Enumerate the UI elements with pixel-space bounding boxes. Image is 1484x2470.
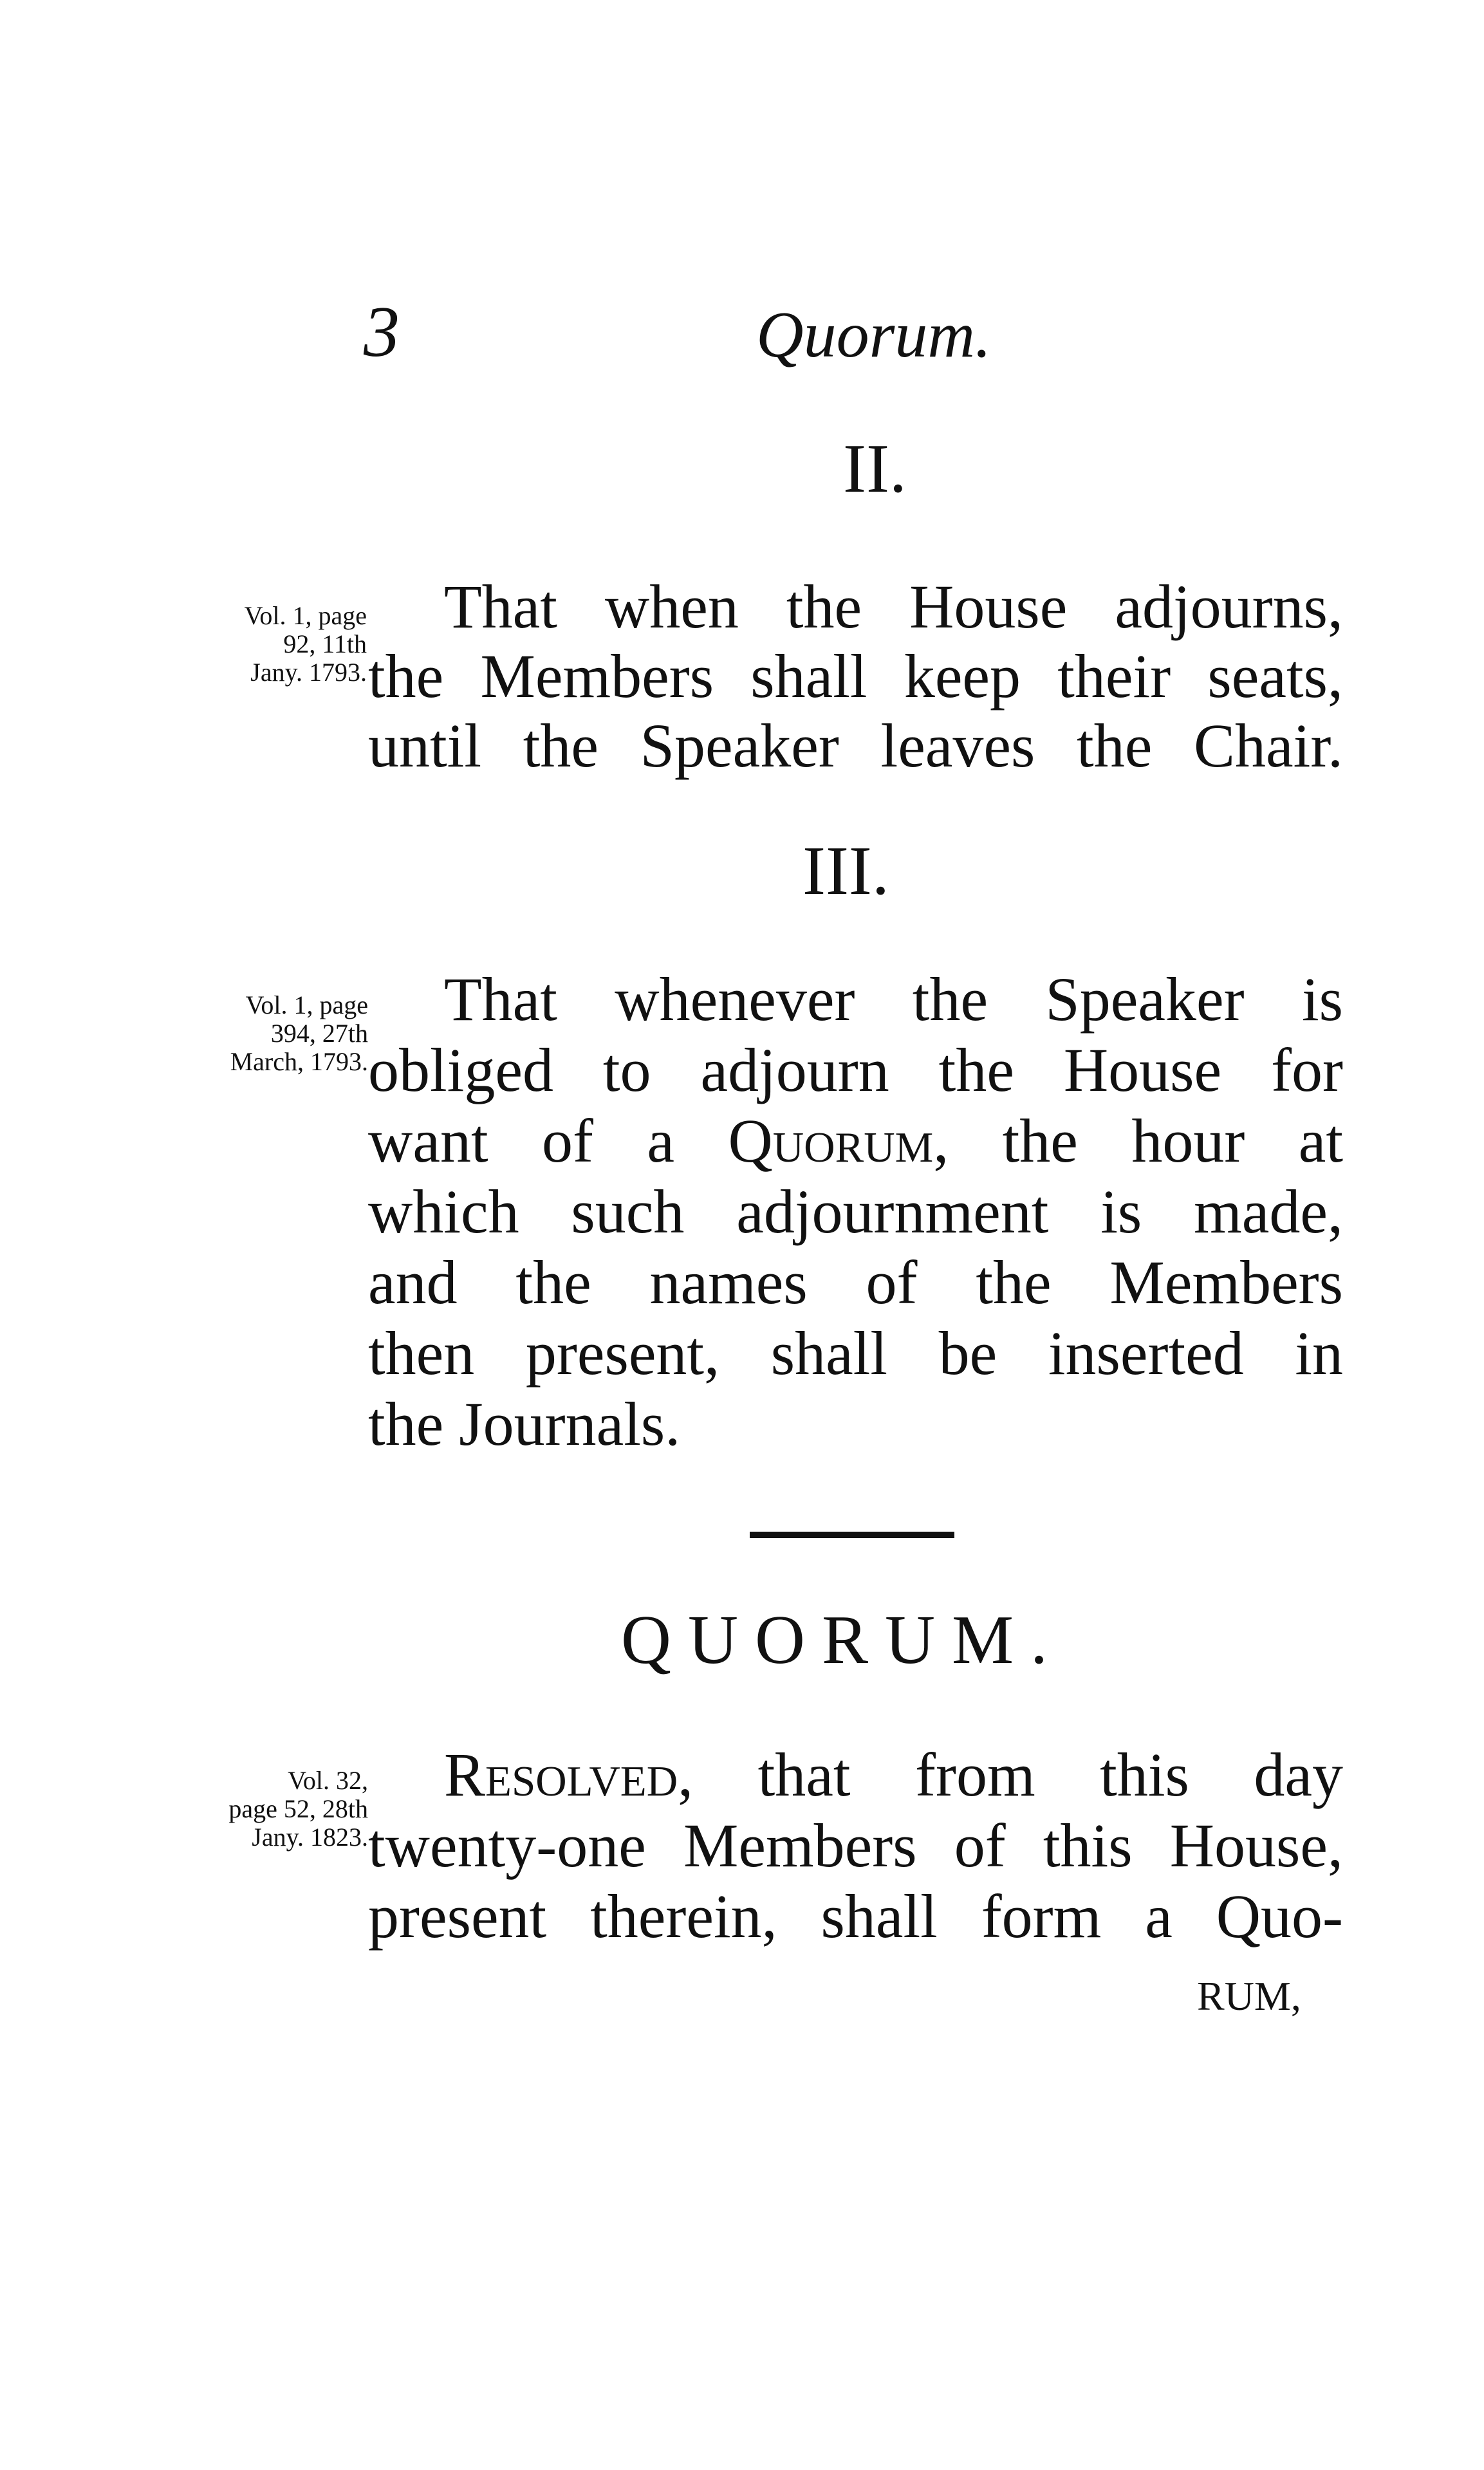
paragraph-line: and the names of the Members [368,1248,1343,1317]
text-run: , that from this day [678,1740,1343,1809]
margin-note-line: 92, 11th [283,629,367,658]
paragraph-line [368,1106,1343,1175]
paragraph-line: the Journals. [368,1389,681,1458]
margin-note-line: Vol. 1, page [245,990,368,1019]
margin-note-ii [174,602,367,687]
paragraph-line: twenty-one Members of this House, [368,1811,1343,1880]
paragraph-line: until the Speaker leaves the Chair. [368,711,1343,780]
text-run: want of a [368,1106,728,1175]
section-heading-iii: III. [802,833,889,909]
margin-note-line: Vol. 32, [288,1766,368,1795]
paragraph-line: That when the House adjourns, [444,572,1343,641]
running-head: Quorum. [756,299,992,371]
small-caps-word: Resolved [444,1740,678,1809]
paragraph-line: then present, shall be inserted in [368,1319,1343,1388]
paragraph-line: present therein, shall form a Quo- [368,1882,1343,1951]
paragraph-line: obliged to adjourn the House for [368,1035,1343,1104]
paragraph-line [368,1740,1343,1809]
small-caps-word: Quorum [728,1106,934,1175]
margin-note-line: Vol. 1, page [244,601,367,630]
page-number: 3 [364,292,400,372]
catchword: RUM, [1197,1973,1301,2019]
section-divider [750,1532,954,1538]
margin-note-line: March, 1793. [230,1047,368,1076]
paragraph-line: the Members shall keep their seats, [368,642,1343,710]
margin-note-line: 394, 27th [270,1019,368,1048]
margin-note-line: Jany. 1823. [252,1823,368,1852]
margin-note-line: Jany. 1793. [250,658,367,687]
text-run: , the hour at [933,1106,1343,1175]
margin-note-line: page 52, 28th [228,1794,368,1823]
margin-note-iii [167,991,368,1076]
paragraph-line: That whenever the Speaker is [444,965,1343,1034]
quorum-heading: QUORUM. [621,1602,1065,1678]
paragraph-line: which such adjournment is made, [368,1177,1343,1246]
margin-note-quorum [187,1767,368,1852]
section-heading-ii: II. [843,431,907,507]
